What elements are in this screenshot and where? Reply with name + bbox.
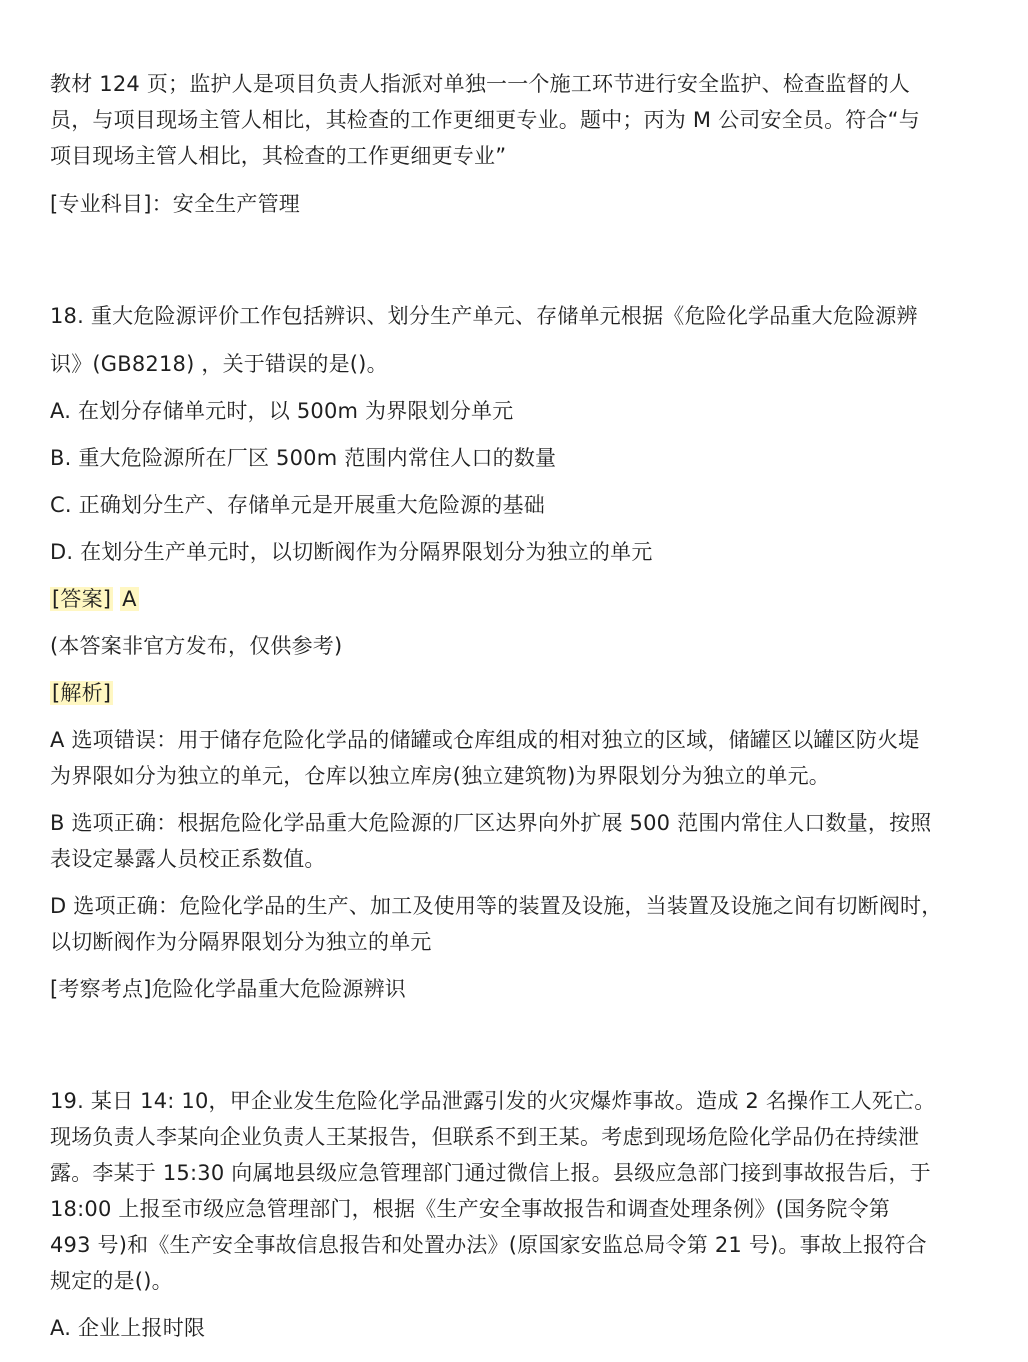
question-19: [50, 1083, 980, 1346]
option-b: B. 重大危险源所在厂区 500m 范围内常住人口的数量: [50, 446, 557, 470]
analysis-item-a: [50, 722, 980, 794]
answer-line: [50, 581, 980, 617]
answer-disclaimer: (本答案非官方发布，仅供参考): [50, 634, 343, 658]
question-stem-line: 18:00 上报至市级应急管理部门，根据《生产安全事故报告和调查处理条例》(国务院令第: [50, 1197, 890, 1221]
question-stem-line: 493 号)和《生产安全事故信息报告和处置办法》(原国家安监总局令第 21 号)。事故上报符合: [50, 1233, 927, 1257]
question-stem-line: 现场负责人李某向企业负责人王某报告，但联系不到王某。考虑到现场危险化学品仍在持续泄: [50, 1125, 920, 1149]
text-line: B 选项正确：根据危险化学品重大危险源的厂区达界向外扩展 500 范围内常住人口数量，按照: [50, 811, 932, 835]
analysis-item-d: [50, 888, 980, 960]
option-d: D. 在划分生产单元时，以切断阀作为分隔界限划分为独立的单元: [50, 540, 653, 564]
subject-line: [专业科目]：安全生产管理: [50, 192, 300, 216]
answer-value: A: [122, 587, 137, 611]
question-18: [50, 298, 980, 1007]
previous-explanation: [50, 66, 980, 174]
question-stem-line: 露。李某于 15:30 向属地县级应急管理部门通过微信上报。县级应急部门接到事故报告后，于: [50, 1161, 931, 1185]
text-line: 为界限如分为独立的单元，仓库以独立库房(独立建筑物)为界限划分为独立的单元。: [50, 764, 830, 788]
question-stem-line: 识》(GB8218) ，关于错误的是()。: [50, 352, 388, 376]
topic-line: [考察考点]危险化学晶重大危险源辨识: [50, 977, 406, 1001]
text-line: 以切断阀作为分隔界限划分为独立的单元: [50, 930, 432, 954]
analysis-item-b: [50, 805, 980, 877]
text-line: 表设定暴露人员校正系数值。: [50, 847, 326, 871]
analysis-label: [解析]: [52, 681, 112, 705]
question-stem-line: 18. 重大危险源评价工作包括辨识、划分生产单元、存储单元根据《危险化学品重大危险源辨: [50, 304, 918, 328]
document-page: [50, 66, 980, 1346]
analysis-heading: [50, 675, 980, 711]
question-stem-line: 规定的是()。: [50, 1269, 173, 1293]
text-line: 项目现场主管人相比，其检查的工作更细更专业”: [50, 144, 507, 168]
text-line: 教材 124 页；监护人是项目负责人指派对单独一一个施工环节进行安全监护、检查监督的人: [50, 72, 911, 96]
option-a: A. 在划分存储单元时，以 500m 为界限划分单元: [50, 399, 514, 423]
question-stem-line: 19. 某日 14: 10，甲企业发生危险化学品泄露引发的火灾爆炸事故。造成 2 名操作工人死亡。: [50, 1089, 936, 1113]
option-a: A. 企业上报时限: [50, 1316, 206, 1340]
text-line: D 选项正确：危险化学品的生产、加工及使用等的装置及设施，当装置及设施之间有切断阀时，: [50, 894, 943, 918]
text-line: A 选项错误：用于储存危险化学品的储罐或仓库组成的相对独立的区域，储罐区以罐区防火堤: [50, 728, 920, 752]
answer-label: [答案]: [52, 587, 112, 611]
option-c: C. 正确划分生产、存储单元是开展重大危险源的基础: [50, 493, 546, 517]
text-line: 员，与项目现场主管人相比，其检查的工作更细更专业。题中；丙为 M 公司安全员。符合“与: [50, 108, 920, 132]
